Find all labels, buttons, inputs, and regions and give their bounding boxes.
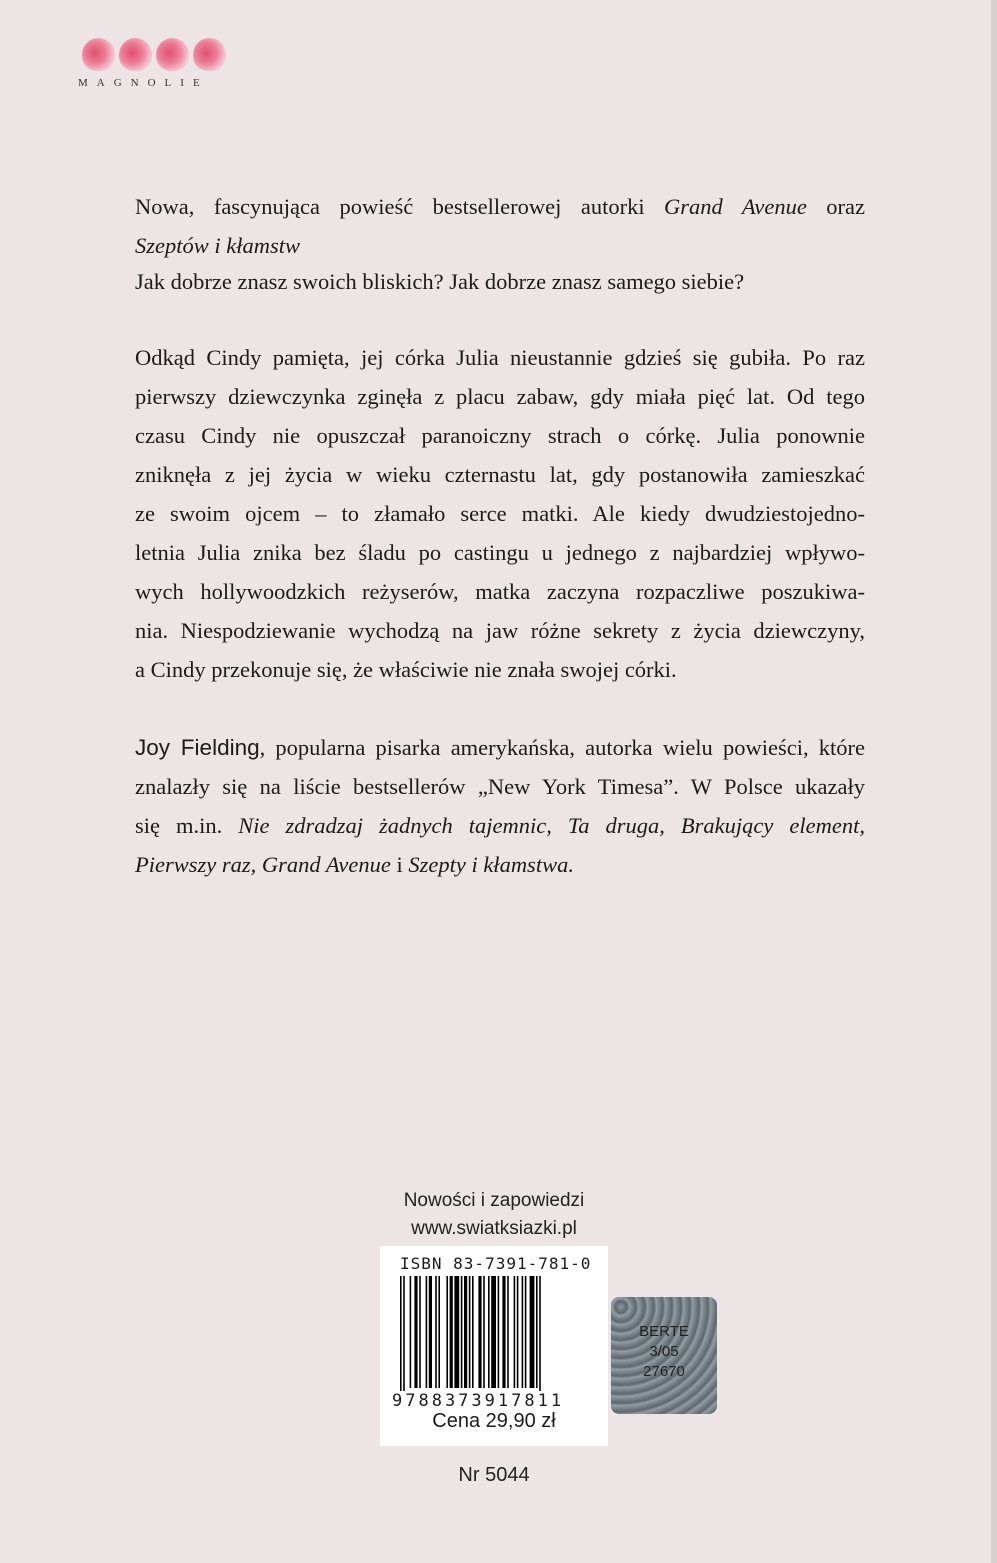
text-segment: znalazły się na liście bestsellerów „New York Timesa”. W Polsce ukazały xyxy=(135,774,865,799)
barcode-bar xyxy=(450,1276,453,1388)
barcode-bar xyxy=(414,1276,417,1388)
barcode-bar xyxy=(472,1276,474,1388)
barcode-bar xyxy=(454,1276,459,1388)
text-line: ze swoim ojcem – to złamało serce matki. Ale kiedy dwudziestojedno- xyxy=(135,501,865,526)
question-heading xyxy=(135,262,865,301)
intro-tagline xyxy=(135,187,865,265)
text-line xyxy=(135,187,865,226)
text-line: wych hollywoodzkich reżyserów, matka zaczyna rozpaczliwe poszukiwa- xyxy=(135,579,865,604)
barcode-bar xyxy=(488,1276,490,1388)
text-line: zniknęła z jej życia w wieku czternastu lat, gdy postanowiła zamieszkać xyxy=(135,462,865,487)
price: Cena 29,90 zł xyxy=(432,1410,556,1432)
barcode-bar xyxy=(403,1276,405,1391)
barcode-bar xyxy=(522,1276,524,1388)
barcode-bar xyxy=(539,1276,541,1391)
text-line: czasu Cindy nie opuszczał paranoiczny strach o córkę. Julia ponownie xyxy=(135,423,865,448)
page-edge xyxy=(991,0,997,1563)
text-segment: oraz xyxy=(806,194,865,219)
barcode-bar xyxy=(502,1276,505,1388)
text-line: a Cindy przekonuje się, że właściwie nie znała swojej córki. xyxy=(135,657,677,682)
text-segment: się m.in. xyxy=(135,813,239,838)
magnolia-flowers-icon xyxy=(82,38,242,71)
barcode-bar xyxy=(426,1276,428,1388)
logo-text: MAGNOLIE xyxy=(78,77,209,89)
text-segment: Nie zdradzaj żadnych tajemnic, Ta druga, Brakujący element, xyxy=(238,813,865,838)
barcode-bar xyxy=(446,1276,448,1388)
hologram-line: 3/05 xyxy=(649,1343,679,1360)
text-line xyxy=(135,845,865,884)
barcode-bar xyxy=(469,1276,471,1388)
text-segment: i xyxy=(390,852,409,877)
text-line: pierwszy dziewczynka zginęła z placu zabaw, gdy miała pięć lat. Od tego xyxy=(135,384,865,409)
text-segment: Joy Fielding xyxy=(135,735,260,760)
text-segment: Grand Avenue xyxy=(664,194,807,219)
text-line: Odkąd Cindy pamięta, jej córka Julia nieustannie gdzieś się gubiła. Po raz xyxy=(135,345,865,370)
barcode-bar xyxy=(483,1276,485,1388)
series-number: Nr 5044 xyxy=(458,1464,530,1486)
publisher-url[interactable]: www.swiatksiazki.pl xyxy=(411,1218,577,1239)
author-bio xyxy=(135,728,865,884)
barcode-bar xyxy=(507,1276,509,1388)
barcode-bar xyxy=(410,1276,412,1388)
barcode-bar xyxy=(435,1276,437,1388)
barcode-bar xyxy=(429,1276,432,1388)
barcode-bar xyxy=(517,1276,519,1388)
barcode-bar xyxy=(400,1276,402,1391)
text-line xyxy=(135,728,865,767)
text-line xyxy=(135,806,865,845)
text-line xyxy=(135,226,865,265)
hologram-sticker xyxy=(611,1297,717,1414)
barcode-bar xyxy=(419,1276,421,1388)
text-line xyxy=(135,767,865,806)
text-segment: Szeptów i kłamstw xyxy=(135,233,301,258)
barcode-bar xyxy=(525,1276,527,1388)
barcode-bar xyxy=(478,1276,481,1388)
isbn: ISBN 83-7391-781-0 xyxy=(400,1254,592,1273)
text-segment: Pierwszy raz, Grand Avenue xyxy=(135,852,391,877)
barcode-bar xyxy=(491,1276,496,1388)
news-label: Nowości i zapowiedzi xyxy=(403,1190,585,1211)
text-line: letnia Julia znika bez śladu po castingu u jednego z najbardziej wpływo- xyxy=(135,540,865,565)
publisher-logo xyxy=(78,38,242,89)
hologram-line: BERTE xyxy=(639,1323,689,1340)
text-line: nia. Niespodziewanie wychodzą na jaw różne sekrety z życia dziewczyny, xyxy=(135,618,865,643)
barcode-label xyxy=(380,1246,608,1446)
hologram-line: 27670 xyxy=(643,1363,685,1380)
text-segment: Szepty i kłamstwa. xyxy=(408,852,574,877)
barcode-bar xyxy=(464,1276,467,1388)
text-segment: , popularna pisarka amerykańska, autorka wielu powieści, które xyxy=(259,735,865,760)
barcode-bar xyxy=(536,1276,538,1388)
barcode-bar xyxy=(438,1276,440,1388)
barcode-bar xyxy=(498,1276,500,1388)
barcode-bar xyxy=(514,1276,516,1388)
barcode-bar xyxy=(530,1276,535,1388)
barcode-icon xyxy=(400,1276,590,1391)
text-segment: Nowa, fascynująca powieść bestsellerowej autorki xyxy=(135,194,665,219)
synopsis xyxy=(135,338,865,689)
barcode-bar xyxy=(461,1276,463,1388)
ean-digits: 9788373917811 xyxy=(392,1391,565,1411)
question-text: Jak dobrze znasz swoich bliskich? Jak dobrze znasz samego siebie? xyxy=(135,269,745,294)
